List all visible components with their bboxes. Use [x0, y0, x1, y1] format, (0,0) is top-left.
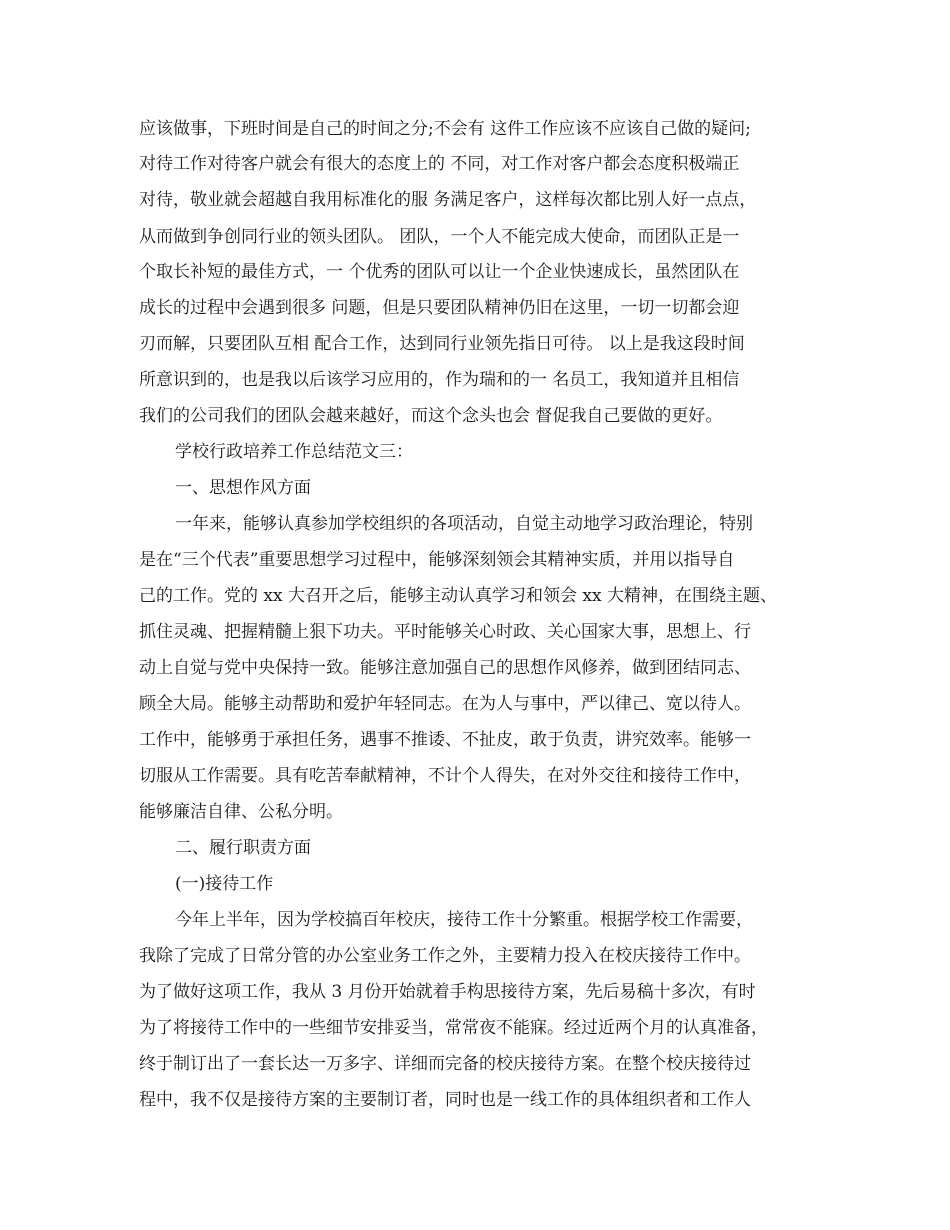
subsection-heading: (一)接待工作 — [175, 874, 274, 894]
text-line: 己的工作。党的 xx 大召开之后，能够主动认真学习和领会 xx 大精神，在围绕主题、 — [139, 586, 777, 606]
section-heading: 二、履行职责方面 — [175, 838, 311, 858]
text-line: 我们的公司我们的团队会越来越好，而这个念头也会 督促我自己要做的更好。 — [139, 406, 723, 426]
text-line: 动上自觉与党中央保持一致。能够注意加强自己的思想作风修养，做到团结同志、 — [139, 658, 751, 678]
text-line: 切服从工作需要。具有吃苦奉献精神，不计个人得失，在对外交往和接待工作中， — [139, 766, 751, 786]
paragraph-first-line: 一年来，能够认真参加学校组织的各项活动，自觉主动地学习政治理论，特别 — [175, 514, 753, 534]
text-line: 刃而解，只要团队互相 配合工作，达到同行业领先指日可待。 以上是我这段时间 — [139, 334, 745, 354]
text-line: 为了做好这项工作，我从 3 月份开始就着手构思接待方案，先后易稿十多次，有时 — [139, 982, 756, 1002]
text-line: 能够廉洁自律、公私分明。 — [139, 802, 343, 822]
text-line: 终于制订出了一套长达一万多字、详细而完备的校庆接待方案。在整个校庆接待过 — [139, 1054, 751, 1074]
text-line: 对待工作对待客户就会有很大的态度上的 不同，对工作对客户都会态度积极端正 — [139, 154, 740, 174]
text-line: 所意识到的，也是我以后该学习应用的，作为瑞和的一 名员工，我知道并且相信 — [139, 370, 740, 390]
text-line: 是在“三个代表”重要思想学习过程中，能够深刻领会其精神实质，并用以指导自 — [139, 550, 735, 570]
text-line: 个取长补短的最佳方式，一 个优秀的团队可以让一个企业快速成长，虽然团队在 — [139, 262, 740, 282]
text-line: 工作中，能够勇于承担任务，遇事不推诿、不扯皮，敢于负责，讲究效率。能够一 — [139, 730, 751, 750]
text-line: 顾全大局。能够主动帮助和爱护年轻同志。在为人与事中，严以律己、宽以待人。 — [139, 694, 751, 714]
text-line: 我除了完成了日常分管的办公室业务工作之外，主要精力投入在校庆接待工作中。 — [139, 946, 751, 966]
text-line: 为了将接待工作中的一些细节安排妥当，常常夜不能寐。经过近两个月的认真准备， — [139, 1018, 768, 1038]
text-line: 成长的过程中会遇到很多 问题，但是只要团队精神仍旧在这里，一切一切都会迎 — [139, 298, 740, 318]
text-line: 抓住灵魂、把握精髓上狠下功夫。平时能够关心时政、关心国家大事，思想上、行 — [139, 622, 751, 642]
text-line: 从而做到争创同行业的领头团队。 团队，一个人不能完成大使命，而团队正是一 — [139, 227, 740, 247]
paragraph-first-line: 今年上半年，因为学校搞百年校庆，接待工作十分繁重。根据学校工作需要， — [175, 910, 753, 930]
section-heading: 一、思想作风方面 — [175, 478, 311, 498]
text-line: 对待，敬业就会超越自我用标准化的服 务满足客户，这样每次都比别人好一点点， — [139, 190, 757, 210]
text-line: 程中，我不仅是接待方案的主要制订者，同时也是一线工作的具体组织者和工作人 — [139, 1090, 751, 1110]
text-line: 应该做事，下班时间是自己的时间之分;不会有 这件工作应该不应该自己做的疑问; — [139, 119, 751, 139]
section-title: 学校行政培养工作总结范文三： — [175, 442, 413, 462]
